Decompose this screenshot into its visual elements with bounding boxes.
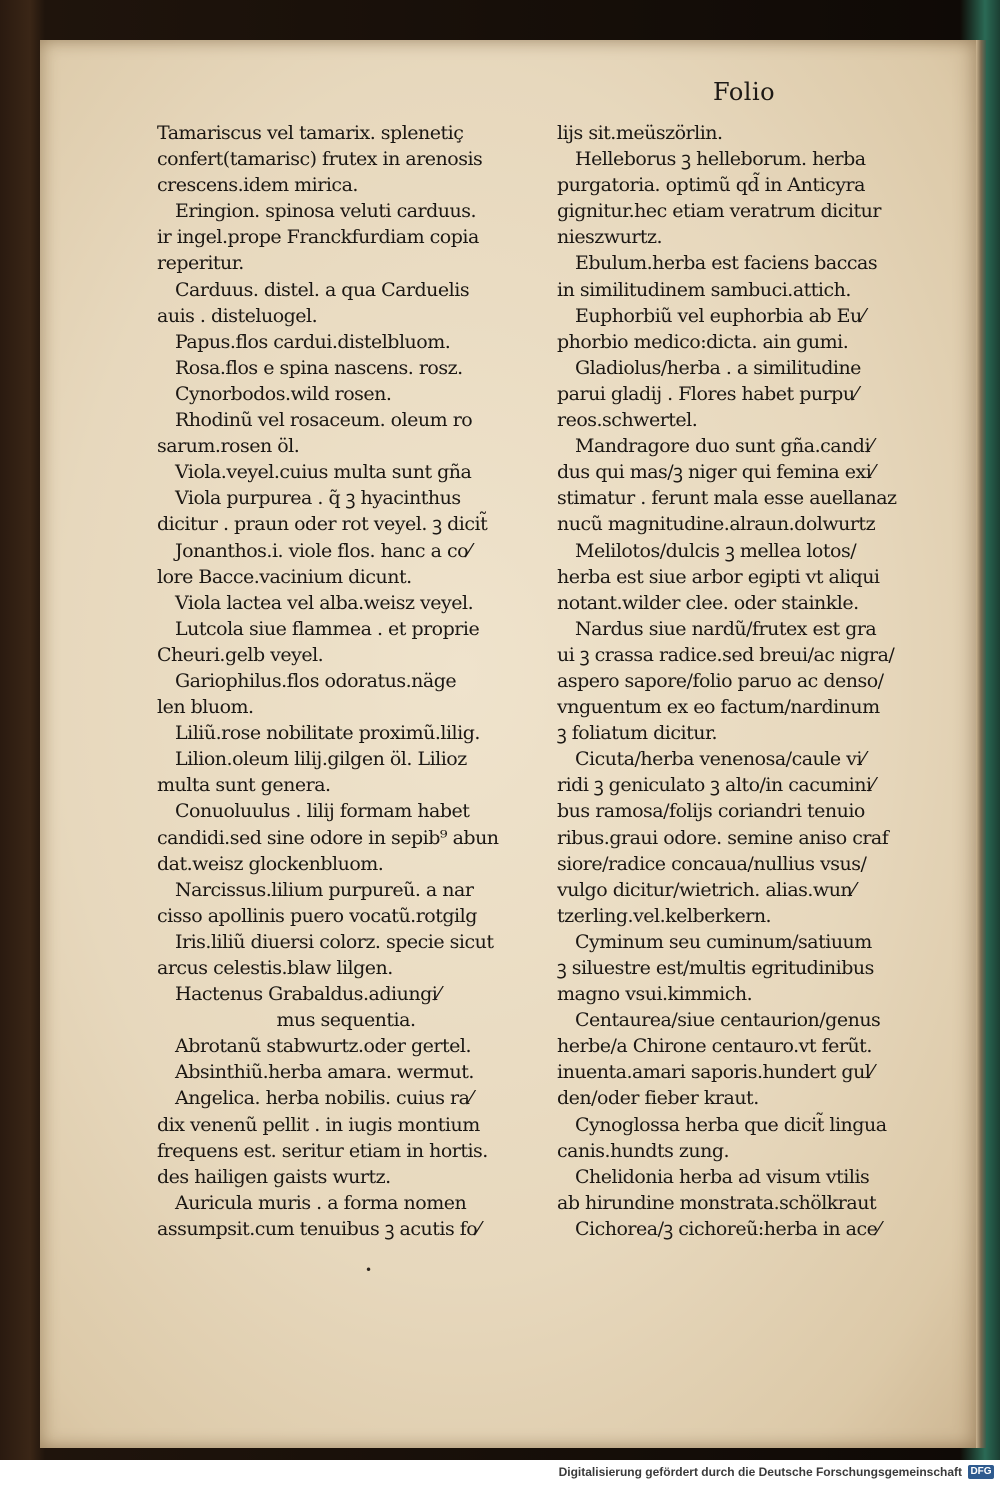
text-line: Cynoglossa herba que dicit̃ lingua bbox=[575, 1113, 887, 1136]
text-line: auis . disteluogel. bbox=[157, 304, 318, 327]
text-line: dat.weisz glockenbluom. bbox=[157, 852, 384, 875]
digitization-footer bbox=[0, 1460, 1000, 1486]
text-line: phorbio medico:dicta. ain gumi. bbox=[557, 330, 849, 353]
text-line: confert(tamarisc) frutex in arenosis bbox=[157, 148, 483, 171]
footer-credit: Digitalisierung gefördert durch die Deutsche Forschungsgemeinschaft bbox=[558, 1465, 962, 1479]
text-line: assumpsit.cum tenuibus ꝫ acutis fo⁄ bbox=[157, 1217, 480, 1240]
text-line: Nardus siue nardũ/frutex est gra bbox=[575, 617, 877, 640]
text-line: cisso apollinis puero vocatũ.rotgilg bbox=[157, 904, 477, 927]
text-line: Papus.flos cardui.distelbluom. bbox=[175, 330, 451, 353]
text-line: ribus.graui odore. semine aniso craf bbox=[557, 826, 889, 849]
text-line: herba est siue arbor egipti vt aliqui bbox=[557, 565, 880, 588]
text-line: Jonanthos.i. viole flos. hanc a co⁄ bbox=[175, 539, 471, 562]
text-line: purgatoria. optimũ qd̃ in Anticyra bbox=[557, 174, 865, 197]
text-line: Viola purpurea . q̃ ꝫ hyacinthus bbox=[175, 487, 461, 510]
text-line: ꝫ foliatum dicitur. bbox=[557, 722, 717, 745]
text-line: notant.wilder clee. oder stainkle. bbox=[557, 591, 859, 614]
text-line: reperitur. bbox=[157, 252, 244, 275]
text-line: Cheuri.gelb veyel. bbox=[157, 643, 324, 666]
text-line: Carduus. distel. a qua Carduelis bbox=[175, 278, 470, 301]
text-line: siore/radice concaua/nullius vsus/ bbox=[557, 852, 867, 875]
text-line: ui ꝫ crassa radice.sed breui/ac nigra/ bbox=[557, 643, 895, 666]
text-line: inuenta.amari saporis.hundert gul⁄ bbox=[557, 1061, 874, 1084]
text-line: ridi ꝫ geniculato ꝫ alto/in cacumini⁄ bbox=[557, 774, 875, 797]
text-line: vnguentum ex eo factum/nardinum bbox=[557, 696, 880, 719]
text-line: canis.hundts zung. bbox=[557, 1139, 730, 1162]
text-line: Centaurea/siue centaurion/genus bbox=[575, 1009, 881, 1032]
text-line: Viola.veyel.cuius multa sunt gña bbox=[175, 461, 472, 484]
text-line: Ebulum.herba est faciens baccas bbox=[575, 252, 878, 275]
book-page bbox=[40, 40, 978, 1448]
text-line: Chelidonia herba ad visum vtilis bbox=[575, 1165, 870, 1188]
text-line: Narcissus.lilium purpureũ. a nar bbox=[175, 878, 474, 901]
text-line: Absinthiũ.herba amara. wermut. bbox=[175, 1061, 474, 1084]
text-line: Rhodinũ vel rosaceum. oleum ro bbox=[175, 409, 473, 432]
text-line: magno vsui.kimmich. bbox=[557, 983, 753, 1006]
text-line: dus qui mas/ꝫ niger qui femina exi⁄ bbox=[557, 461, 874, 484]
text-line: ab hirundine monstrata.schölkraut bbox=[557, 1191, 877, 1214]
text-line: Tamariscus vel tamarix. splenetiç bbox=[157, 122, 464, 144]
text-line: vulgo dicitur/wietrich. alias.wun⁄ bbox=[557, 878, 855, 901]
text-line: Gladiolus/herba . a similitudine bbox=[575, 356, 861, 379]
text-line: Hactenus Grabaldus.adiungi⁄ bbox=[175, 983, 440, 1006]
left-text-column bbox=[157, 120, 535, 1242]
text-line: Lutcola siue flammea . et proprie bbox=[175, 617, 480, 640]
text-line: Rosa.flos e spina nascens. rosz. bbox=[175, 356, 463, 379]
text-line: des hailigen gaists wurtz. bbox=[157, 1165, 391, 1188]
text-line: Euphorbiũ vel euphorbia ab Eu⁄ bbox=[575, 304, 865, 327]
text-line: Melilotos/dulcis ꝫ mellea lotos/ bbox=[575, 539, 857, 562]
text-line: arcus celestis.blaw lilgen. bbox=[157, 957, 393, 979]
text-line: sarum.rosen öl. bbox=[157, 435, 300, 458]
text-line: ir ingel.prope Franckfurdiam copia bbox=[157, 226, 479, 249]
text-line: den/oder fieber kraut. bbox=[557, 1087, 759, 1110]
text-line: Angelica. herba nobilis. cuius ra⁄ bbox=[175, 1087, 473, 1110]
text-line: multa sunt genera. bbox=[157, 774, 331, 797]
text-line: Cichorea/ꝫ cichoreũ:herba in ace⁄ bbox=[575, 1217, 881, 1240]
text-line: reos.schwertel. bbox=[557, 409, 698, 432]
text-line: parui gladij . Flores habet purpu⁄ bbox=[557, 382, 858, 405]
text-line: Abrotanũ stabwurtz.oder gertel. bbox=[175, 1035, 471, 1058]
text-line: lijs sit.meüszörlin. bbox=[557, 122, 723, 144]
text-line: frequens est. seritur etiam in hortis. bbox=[157, 1139, 488, 1162]
text-line: Eringion. spinosa veluti carduus. bbox=[175, 200, 477, 223]
text-line: aspero sapore/folio paruo ac denso/ bbox=[557, 669, 884, 692]
text-line: Cicuta/herba venenosa/caule vi⁄ bbox=[575, 748, 865, 771]
text-line: Mandragore duo sunt gña.candi⁄ bbox=[575, 435, 873, 458]
text-line: Viola lactea vel alba.weisz veyel. bbox=[175, 591, 474, 614]
text-line: tzerling.vel.kelberkern. bbox=[557, 904, 772, 927]
text-line: Iris.liliũ diuersi colorz. specie sicut bbox=[175, 930, 494, 953]
text-line: ꝫ siluestre est/multis egritudinibus bbox=[557, 957, 874, 979]
right-text-column bbox=[557, 120, 935, 1242]
text-line: stimatur . ferunt mala esse auellanaz bbox=[557, 487, 897, 510]
text-line: nieszwurtz. bbox=[557, 226, 663, 249]
text-line: mus sequentia. bbox=[276, 1009, 416, 1032]
text-line: Auricula muris . a forma nomen bbox=[175, 1191, 467, 1214]
text-line: Lilion.oleum lilij.gilgen öl. Lilioz bbox=[175, 748, 467, 771]
folio-header: Folio bbox=[713, 78, 776, 106]
ornament-dot: • bbox=[365, 1263, 373, 1277]
text-line: crescens.idem mirica. bbox=[157, 174, 358, 197]
text-line: gignitur.hec etiam veratrum dicitur bbox=[557, 200, 881, 223]
text-line: lore Bacce.vacinium dicunt. bbox=[157, 565, 412, 588]
text-line: Cynorbodos.wild rosen. bbox=[175, 382, 392, 405]
page-gutter bbox=[976, 40, 986, 1448]
dfg-logo: DFG bbox=[968, 1465, 994, 1479]
text-line: dicitur . praun oder rot veyel. ꝫ dicit̃ bbox=[157, 513, 488, 536]
text-line: dix venenũ pellit . in iugis montium bbox=[157, 1113, 480, 1136]
text-line: candidi.sed sine odore in sepib⁹ abun bbox=[157, 826, 499, 849]
text-line: Cyminum seu cuminum/satiuum bbox=[575, 930, 872, 953]
text-line: bus ramosa/folijs coriandri tenuio bbox=[557, 800, 865, 823]
text-line: Conuoluulus . lilij formam habet bbox=[175, 800, 470, 823]
text-line: herbe/a Chirone centauro.vt ferũt. bbox=[557, 1035, 872, 1058]
text-line: Liliũ.rose nobilitate proximũ.lilig. bbox=[175, 722, 480, 745]
text-line: nucũ magnitudine.alraun.dolwurtz bbox=[557, 513, 876, 536]
text-line: in similitudinem sambuci.attich. bbox=[557, 278, 851, 301]
text-line: Helleborus ꝫ helleborum. herba bbox=[575, 148, 866, 171]
text-line: Gariophilus.flos odoratus.näge bbox=[175, 669, 457, 692]
text-line: len bluom. bbox=[157, 696, 254, 719]
